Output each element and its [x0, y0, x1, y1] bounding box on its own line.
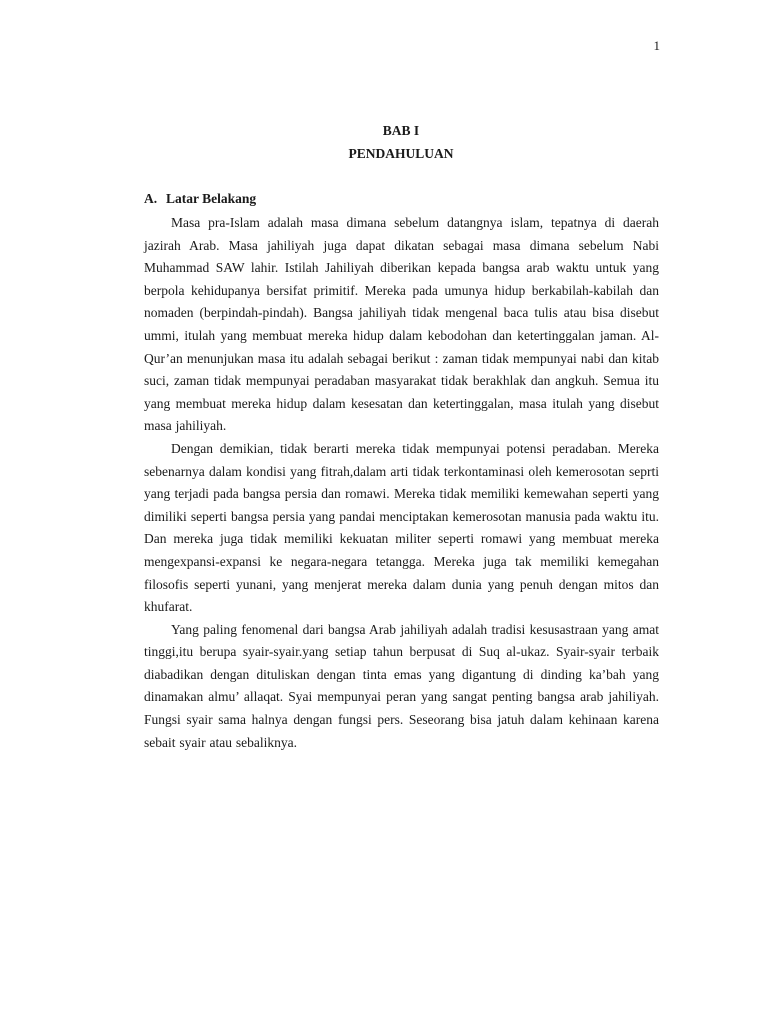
section-title: Latar Belakang	[166, 191, 257, 206]
section-heading	[144, 191, 256, 207]
paragraph: Masa pra-Islam adalah masa dimana sebelum datangnya islam, tepatnya di daerah jazirah Arab. Masa jahiliyah juga dapat dikatan sebagai masa dimana sebelum Nabi Muhammad SAW lahir. Istilah Jahiliyah diberikan kepada bangsa arab waktu untuk yang berpola kehidupanya bersifat primitif. Mereka pada umunya hidup berkabilah-kabilah dan nomaden (berpindah-pindah). Bangsa jahiliyah tidak mengenal baca tulis atau bisa disebut ummi, itulah yang membuat mereka hidup dalam kebodohan dan ketertinggalan jaman. Al-Qur’an menunjukan masa itu adalah sebagai berikut : zaman tidak mempunyai nabi dan kitab suci, zaman tidak mempunyai peradaban masyarakat tidak berakhlak dan angkuh. Semua itu yang membuat mereka hidup dalam kesesatan dan ketertinggalan, masa itulah yang disebut masa jahiliyah.	[144, 215, 659, 434]
chapter-title: PENDAHULUAN	[348, 146, 454, 161]
page-number: 1	[653, 38, 660, 53]
chapter-number: BAB I	[382, 123, 420, 138]
paragraph: Dengan demikian, tidak berarti mereka tidak mempunyai potensi peradaban. Mereka sebenarnya dalam kondisi yang fitrah,dalam arti tidak terkontaminasi oleh kemerosotan seprti yang terjadi pada bangsa persia dan romawi. Mereka tidak memiliki kemewahan seperti yang dimiliki seperti bangsa persia yang pandai menciptakan kemerosotan manusia pada waktu itu. Dan mereka juga tidak memiliki kekuatan militer seperti romawi yang membuat mereka mengexpansi-expansi ke negara-negara tetangga. Mereka juga tak memiliki kemegahan filosofis seperti yunani, yang menjerat mereka dalam dunia yang penuh dengan mitos dan khufarat.	[144, 440, 659, 615]
section-letter: A.	[144, 191, 158, 206]
body-text	[144, 212, 659, 754]
paragraph: Yang paling fenomenal dari bangsa Arab jahiliyah adalah tradisi kesusastraan yang amat tinggi,itu berupa syair-syair.yang setiap tahun berpusat di Suq al-ukaz. Syair-syair terbaik diabadikan dengan dituliskan dengan tinta emas yang digantung di dinding ka’bah yang dinamakan almu’ allaqat. Syai mempunyai peran yang sangat penting bangsa arab jahiliyah. Fungsi syair sama halnya dengan fungsi pers. Seseorang bisa jatuh dalam kehinaan karena sebait syair atau sebaliknya.	[144, 621, 659, 750]
